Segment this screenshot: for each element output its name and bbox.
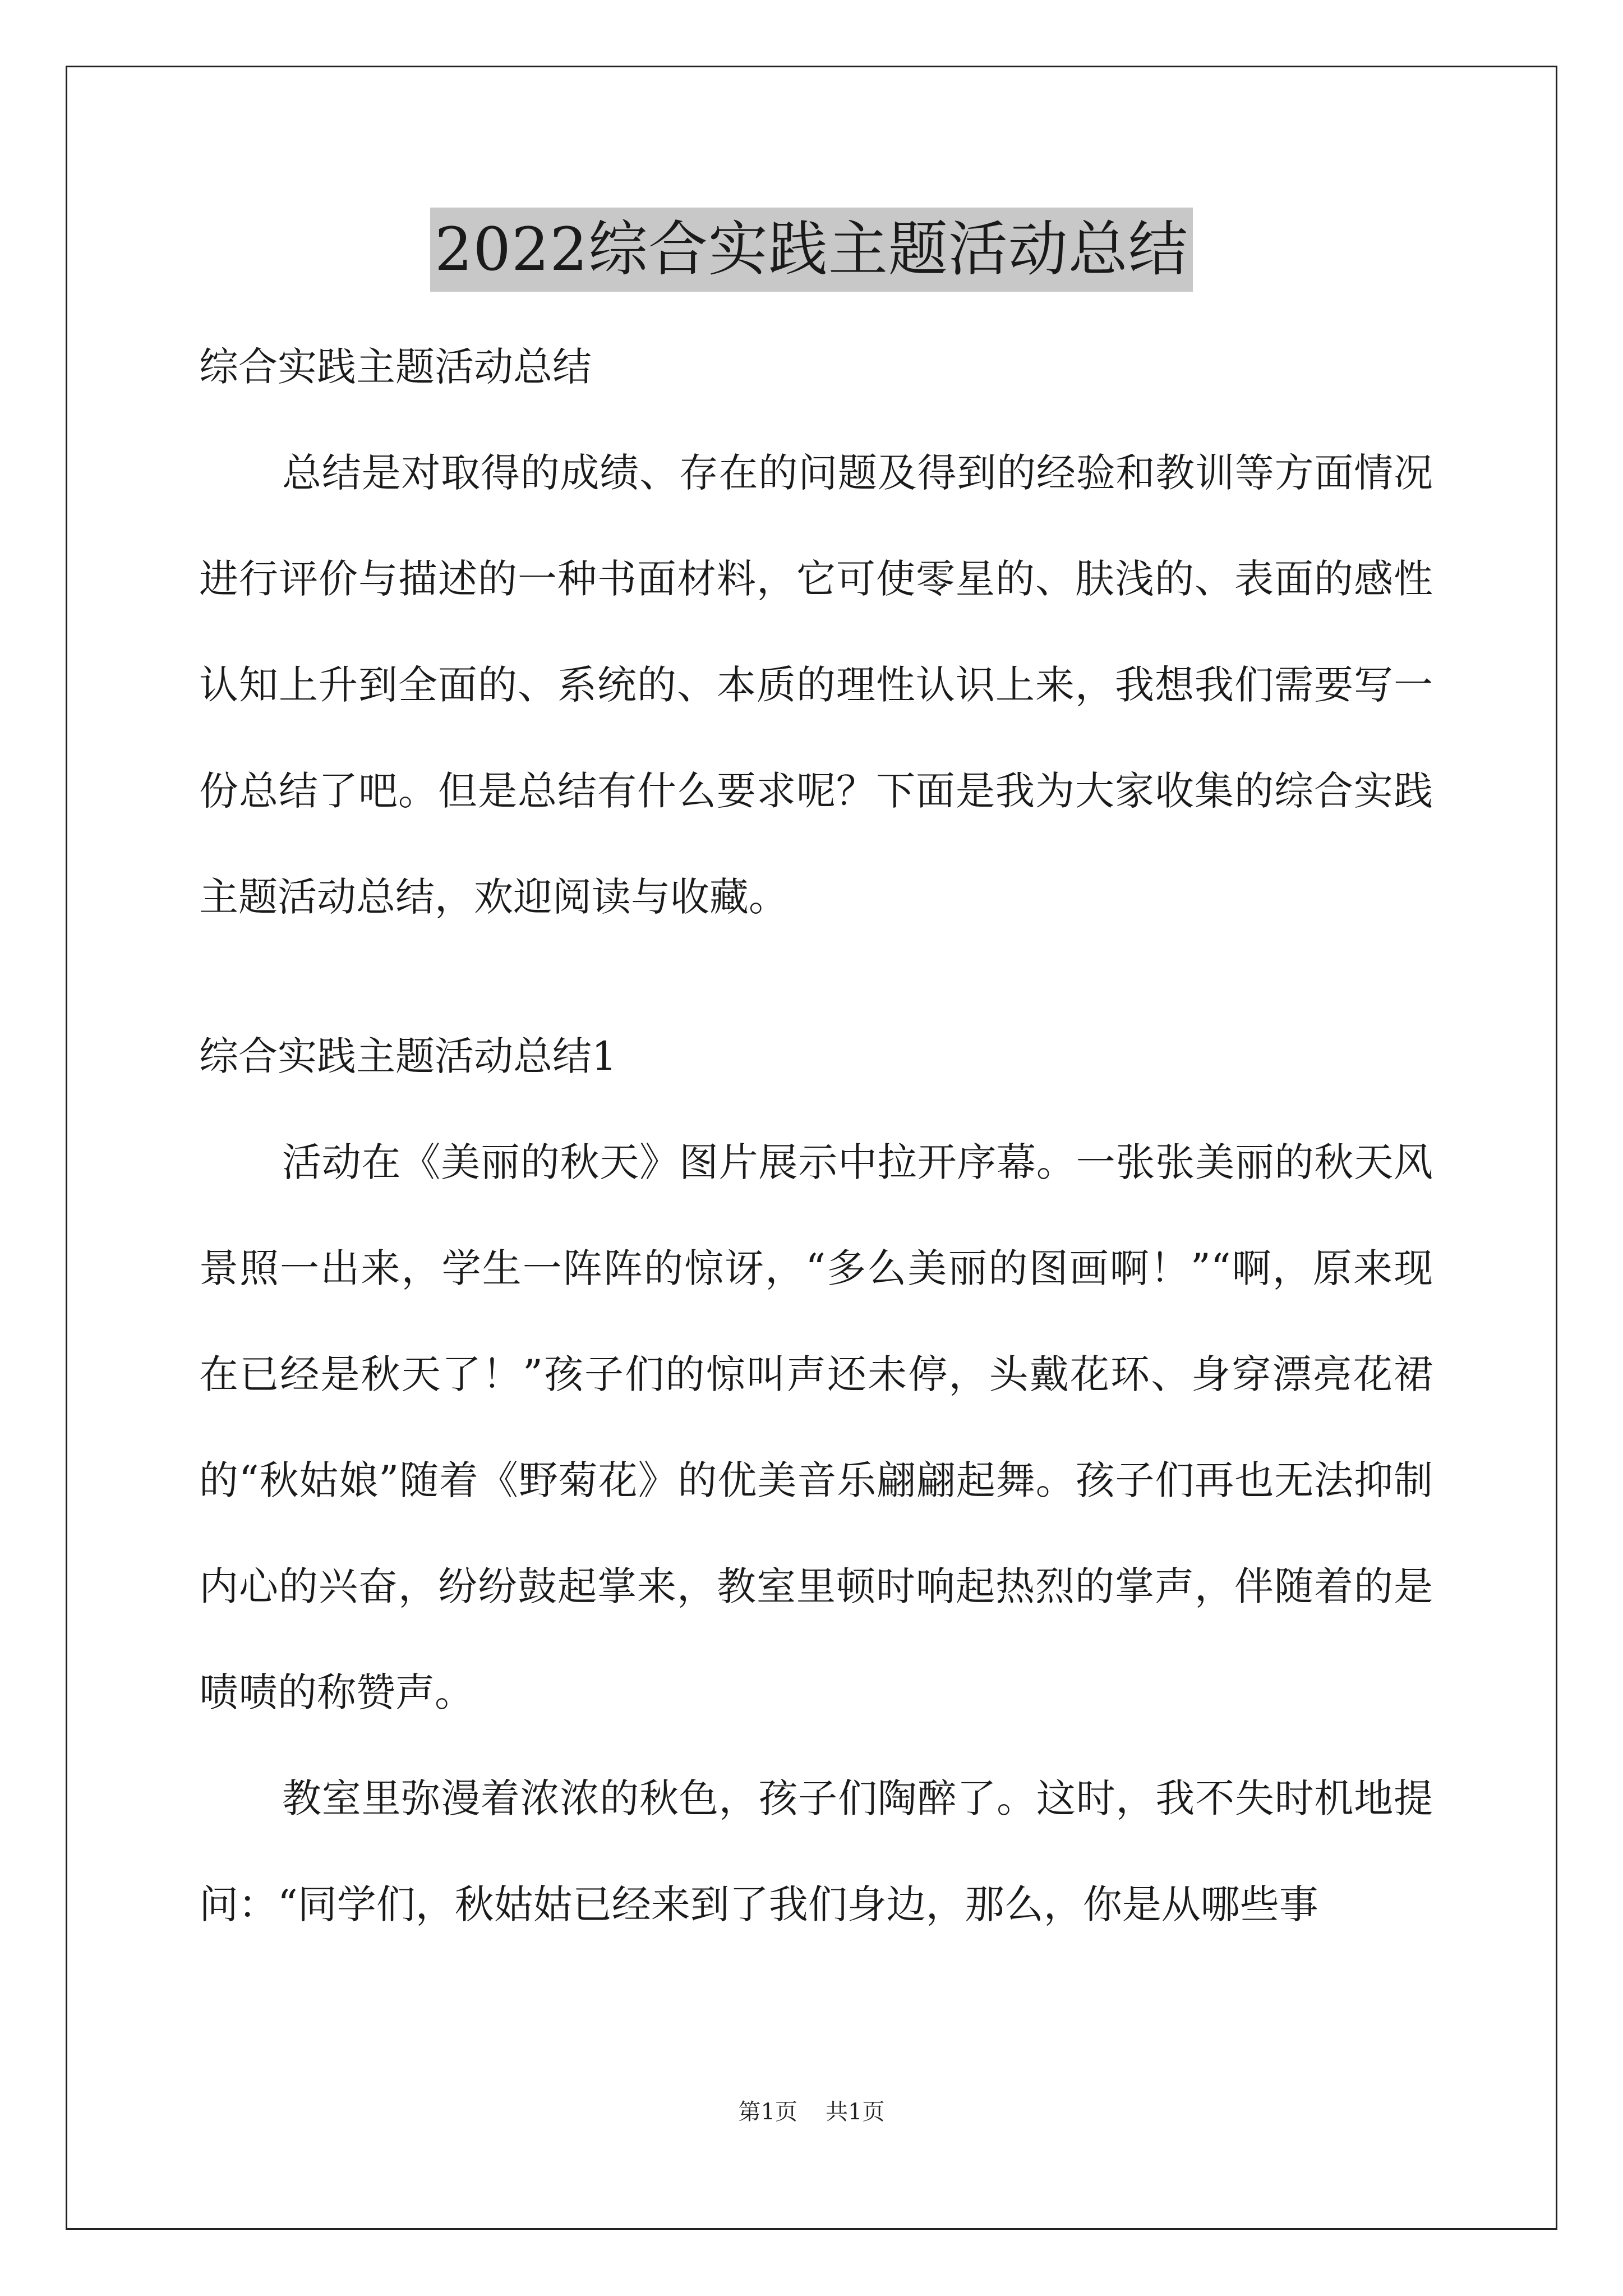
document-title: 2022综合实践主题活动总结 (430, 208, 1193, 292)
title-container (0, 208, 1623, 292)
intro-paragraph: 总结是对取得的成绩、存在的问题及得到的经验和教训等方面情况进行评价与描述的一种书面材料，它可使零星的、肤浅的、表面的感性认知上升到全面的、系统的、本质的理性认识上来，我想我们需要写一份总结了吧。但是总结有什么要求呢？下面是我为大家收集的综合实践主题活动总结，欢迎阅读与收藏。 (199, 450, 1433, 920)
document-body (199, 314, 1433, 1958)
section-heading: 综合实践主题活动总结1 (199, 1033, 617, 1079)
document-subtitle: 综合实践主题活动总结 (199, 344, 592, 390)
section-paragraph-1: 活动在《美丽的秋天》图片展示中拉开序幕。一张张美丽的秋天风景照一出来，学生一阵阵的惊讶，“多么美丽的图画啊！”“啊，原来现在已经是秋天了！”孩子们的惊叫声还未停，头戴花环、身穿漂亮花裙的“秋姑娘”随着《野菊花》的优美音乐翩翩起舞。孩子们再也无法抑制内心的兴奋，纷纷鼓起掌来，教室里顿时响起热烈的掌声，伴随着的是啧啧的称赞声。 (199, 1139, 1433, 1715)
page-footer (0, 2095, 1623, 2129)
page-total: 共1页 (826, 2099, 885, 2125)
section-paragraph-2: 教室里弥漫着浓浓的秋色，孩子们陶醉了。这时，我不失时机地提问：“同学们，秋姑姑已经来到了我们身边，那么，你是从哪些事 (199, 1775, 1433, 1927)
page-number: 第1页 (738, 2099, 797, 2125)
section-gap (199, 950, 1433, 1004)
